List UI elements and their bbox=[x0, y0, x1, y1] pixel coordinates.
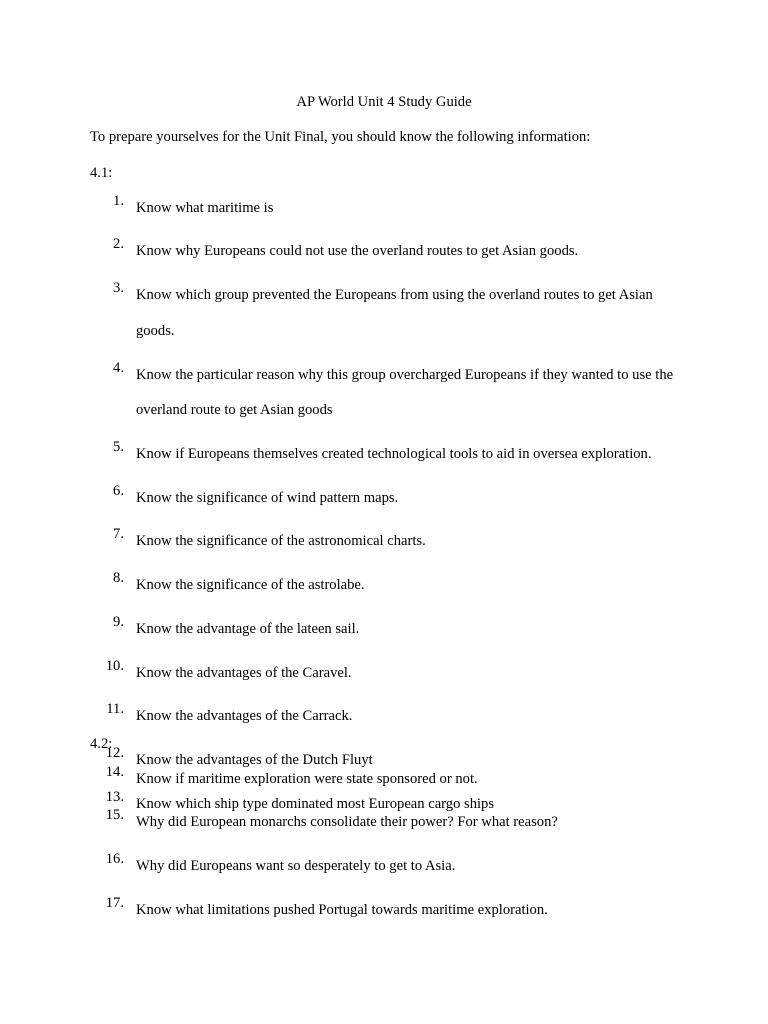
list-item bbox=[0, 234, 768, 270]
list-item bbox=[0, 612, 768, 648]
item-text: Know which ship type dominated most European cargo ships bbox=[136, 795, 495, 812]
intro-paragraph: To prepare yourselves for the Unit Final, you should know the following information: bbox=[90, 129, 591, 145]
item-number: 6. bbox=[113, 482, 124, 499]
list-item bbox=[0, 762, 768, 798]
item-number: 3. bbox=[113, 280, 124, 297]
list-item bbox=[0, 849, 768, 885]
item-number: 2. bbox=[113, 236, 124, 253]
item-text: Know what maritime is bbox=[136, 199, 274, 216]
item-text: Know if Europeans themselves created technological tools to aid in oversea exploration. bbox=[136, 446, 652, 463]
list-item bbox=[0, 805, 768, 841]
item-text: Why did European monarchs consolidate their power? For what reason? bbox=[136, 814, 558, 831]
section-heading-4-2: 4.2: bbox=[90, 736, 113, 752]
list-item bbox=[0, 358, 768, 430]
item-number: 4. bbox=[113, 359, 124, 376]
section-heading-4-1: 4.1: bbox=[90, 165, 113, 181]
item-text: Know the advantages of the Dutch Fluyt bbox=[136, 751, 373, 768]
list-item bbox=[0, 656, 768, 692]
item-number: 13. bbox=[105, 788, 124, 805]
list-item bbox=[0, 278, 768, 350]
list-item bbox=[0, 568, 768, 604]
item-number: 7. bbox=[113, 526, 124, 543]
item-text: Know if maritime exploration were state sponsored or not. bbox=[136, 770, 478, 787]
item-number: 17. bbox=[105, 894, 124, 911]
item-number: 16. bbox=[105, 851, 124, 868]
item-number: 12. bbox=[105, 744, 124, 761]
list-item bbox=[0, 524, 768, 560]
document-title: AP World Unit 4 Study Guide bbox=[296, 94, 472, 110]
item-text: Know the advantage of the lateen sail. bbox=[136, 620, 360, 637]
item-text: Know the advantages of the Carrack. bbox=[136, 708, 353, 725]
section-list-4-1 bbox=[0, 192, 768, 831]
item-number: 15. bbox=[105, 807, 124, 824]
item-number: 1. bbox=[113, 192, 124, 209]
item-text: Know the advantages of the Caravel. bbox=[136, 664, 352, 681]
item-text: Know the significance of the astrolabe. bbox=[136, 577, 365, 594]
item-number: 8. bbox=[113, 570, 124, 587]
section-list-4-2 bbox=[0, 763, 768, 937]
list-item bbox=[0, 893, 768, 929]
item-number: 14. bbox=[105, 763, 124, 780]
item-text: Why did Europeans want so desperately to get to Asia. bbox=[136, 858, 456, 875]
item-text: Know the particular reason why this group overcharged Europeans if they wanted to use the overland route to get Asian goods bbox=[136, 366, 674, 419]
item-number: 9. bbox=[113, 613, 124, 630]
item-number: 5. bbox=[113, 439, 124, 456]
list-item bbox=[0, 481, 768, 517]
list-item bbox=[0, 699, 768, 735]
item-text: Know the significance of wind pattern maps. bbox=[136, 489, 399, 506]
item-text: Know which group prevented the Europeans from using the overland routes to get Asian goods. bbox=[136, 287, 653, 339]
item-number: 10. bbox=[105, 657, 124, 674]
item-text: Know the significance of the astronomical charts. bbox=[136, 533, 426, 550]
item-text: Know why Europeans could not use the overland routes to get Asian goods. bbox=[136, 243, 579, 260]
item-text: Know what limitations pushed Portugal towards maritime exploration. bbox=[136, 901, 548, 918]
list-item bbox=[0, 437, 768, 473]
list-item bbox=[0, 191, 768, 227]
item-number: 11. bbox=[106, 701, 124, 718]
